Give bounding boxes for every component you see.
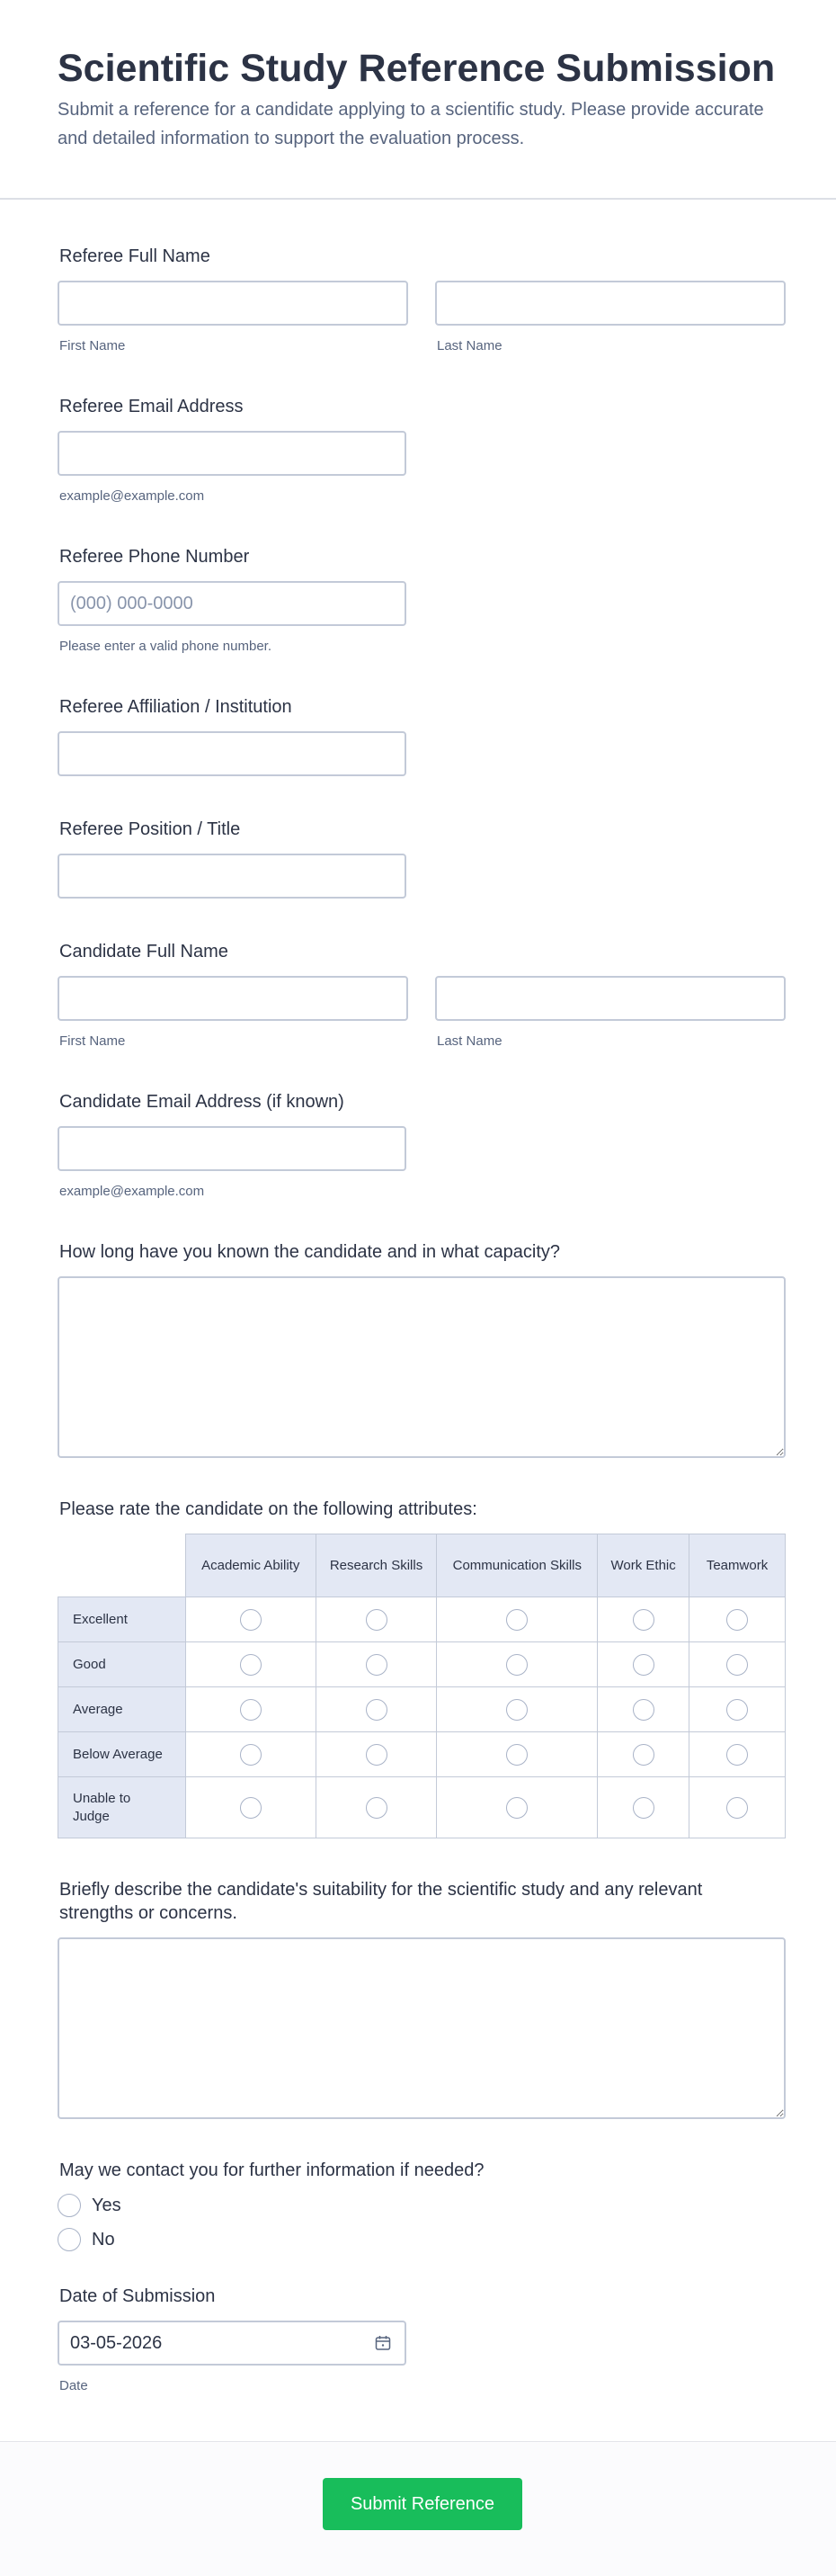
matrix-column-header: Teamwork	[689, 1534, 786, 1597]
matrix-radio[interactable]	[633, 1744, 654, 1766]
matrix-column-header: Academic Ability	[185, 1534, 316, 1597]
contact-no-radio[interactable]	[58, 2228, 81, 2251]
matrix-radio[interactable]	[366, 1699, 387, 1721]
matrix-row	[58, 1642, 786, 1687]
candidate-email-label: Candidate Email Address (if known)	[59, 1092, 344, 1112]
referee-name-label: Referee Full Name	[59, 246, 210, 266]
matrix-row-header: Excellent	[58, 1597, 186, 1642]
matrix-radio[interactable]	[240, 1609, 262, 1631]
candidate-first-name-sublabel: First Name	[59, 1033, 126, 1049]
known-duration-textarea[interactable]	[58, 1276, 786, 1458]
matrix-radio[interactable]	[506, 1609, 528, 1631]
matrix-radio[interactable]	[506, 1654, 528, 1676]
matrix-row-header: Average	[58, 1687, 186, 1732]
candidate-name-label: Candidate Full Name	[59, 942, 228, 962]
matrix-radio[interactable]	[506, 1744, 528, 1766]
candidate-email-input[interactable]	[58, 1126, 406, 1171]
candidate-email-sublabel: example@example.com	[59, 1184, 205, 1199]
candidate-email-field	[58, 1090, 786, 1199]
referee-email-label: Referee Email Address	[59, 397, 244, 416]
known-duration-label: How long have you known the candidate and in what capacity?	[59, 1242, 561, 1262]
matrix-column-header: Work Ethic	[598, 1534, 689, 1597]
matrix-row	[58, 1732, 786, 1777]
referee-name-field	[58, 245, 786, 353]
submission-date-field	[58, 2285, 786, 2393]
referee-email-sublabel: example@example.com	[59, 488, 205, 504]
referee-phone-sublabel: Please enter a valid phone number.	[59, 639, 271, 654]
matrix-radio[interactable]	[240, 1654, 262, 1676]
submission-date-value: 03-05-2026	[70, 2332, 163, 2353]
form-header	[0, 0, 836, 200]
matrix-radio[interactable]	[240, 1699, 262, 1721]
matrix-radio[interactable]	[366, 1609, 387, 1631]
matrix-column-header: Research Skills	[316, 1534, 437, 1597]
contact-no-label: No	[92, 2229, 115, 2250]
matrix-column-header: Communication Skills	[437, 1534, 598, 1597]
rating-field	[58, 1498, 786, 1838]
rating-matrix	[58, 1534, 786, 1838]
form-footer	[0, 2441, 836, 2576]
referee-last-name-sublabel: Last Name	[437, 338, 502, 353]
matrix-row-header: Unable to Judge	[58, 1777, 186, 1838]
referee-affiliation-input[interactable]	[58, 731, 406, 776]
referee-position-field	[58, 818, 786, 899]
candidate-last-name-input[interactable]	[435, 976, 786, 1021]
submit-button[interactable]: Submit Reference	[323, 2478, 522, 2530]
calendar-icon[interactable]	[374, 2334, 392, 2352]
matrix-radio[interactable]	[506, 1797, 528, 1819]
contact-option-yes[interactable]	[58, 2193, 786, 2218]
matrix-radio[interactable]	[633, 1699, 654, 1721]
matrix-radio[interactable]	[366, 1797, 387, 1819]
matrix-radio[interactable]	[726, 1654, 748, 1676]
matrix-row	[58, 1597, 786, 1642]
contact-option-no[interactable]	[58, 2227, 786, 2252]
matrix-radio[interactable]	[633, 1609, 654, 1631]
matrix-row-header: Good	[58, 1642, 186, 1687]
referee-position-input[interactable]	[58, 854, 406, 899]
referee-position-label: Referee Position / Title	[59, 819, 241, 839]
matrix-radio[interactable]	[366, 1744, 387, 1766]
form-body	[0, 245, 836, 2393]
referee-last-name-input[interactable]	[435, 281, 786, 326]
referee-phone-input[interactable]	[58, 581, 406, 626]
matrix-row	[58, 1687, 786, 1732]
page-title: Scientific Study Reference Submission	[58, 47, 776, 90]
matrix-radio[interactable]	[633, 1654, 654, 1676]
matrix-radio[interactable]	[506, 1699, 528, 1721]
submission-date-input[interactable]	[58, 2321, 406, 2366]
contact-field	[58, 2159, 786, 2252]
suitability-field	[58, 1878, 786, 2119]
suitability-label: Briefly describe the candidate's suitability for the scientific study and any relevant strengths or concerns.	[59, 1880, 703, 1923]
referee-phone-label: Referee Phone Number	[59, 547, 250, 567]
matrix-radio[interactable]	[366, 1654, 387, 1676]
matrix-radio[interactable]	[726, 1609, 748, 1631]
referee-email-field	[58, 395, 786, 504]
referee-first-name-input[interactable]	[58, 281, 408, 326]
referee-phone-field	[58, 545, 786, 654]
matrix-radio[interactable]	[240, 1744, 262, 1766]
referee-affiliation-field	[58, 695, 786, 776]
submission-date-sublabel: Date	[59, 2378, 88, 2393]
page-subtitle: Submit a reference for a candidate applying to a scientific study. Please provide accurate and detailed information to support the evaluation process.	[58, 100, 764, 148]
referee-first-name-sublabel: First Name	[59, 338, 126, 353]
referee-email-input[interactable]	[58, 431, 406, 476]
submission-date-label: Date of Submission	[59, 2286, 216, 2306]
matrix-radio[interactable]	[726, 1744, 748, 1766]
contact-yes-label: Yes	[92, 2195, 121, 2215]
matrix-radio[interactable]	[240, 1797, 262, 1819]
candidate-last-name-sublabel: Last Name	[437, 1033, 502, 1049]
rating-label: Please rate the candidate on the following attributes:	[59, 1499, 477, 1519]
matrix-radio[interactable]	[726, 1797, 748, 1819]
matrix-row	[58, 1777, 786, 1838]
candidate-first-name-input[interactable]	[58, 976, 408, 1021]
known-duration-field	[58, 1240, 786, 1458]
candidate-name-field	[58, 940, 786, 1049]
suitability-textarea[interactable]	[58, 1937, 786, 2119]
referee-affiliation-label: Referee Affiliation / Institution	[59, 697, 292, 717]
contact-yes-radio[interactable]	[58, 2194, 81, 2217]
contact-label: May we contact you for further information if needed?	[59, 2160, 485, 2180]
matrix-row-header: Below Average	[58, 1732, 186, 1777]
matrix-radio[interactable]	[633, 1797, 654, 1819]
matrix-corner	[58, 1534, 186, 1597]
matrix-radio[interactable]	[726, 1699, 748, 1721]
